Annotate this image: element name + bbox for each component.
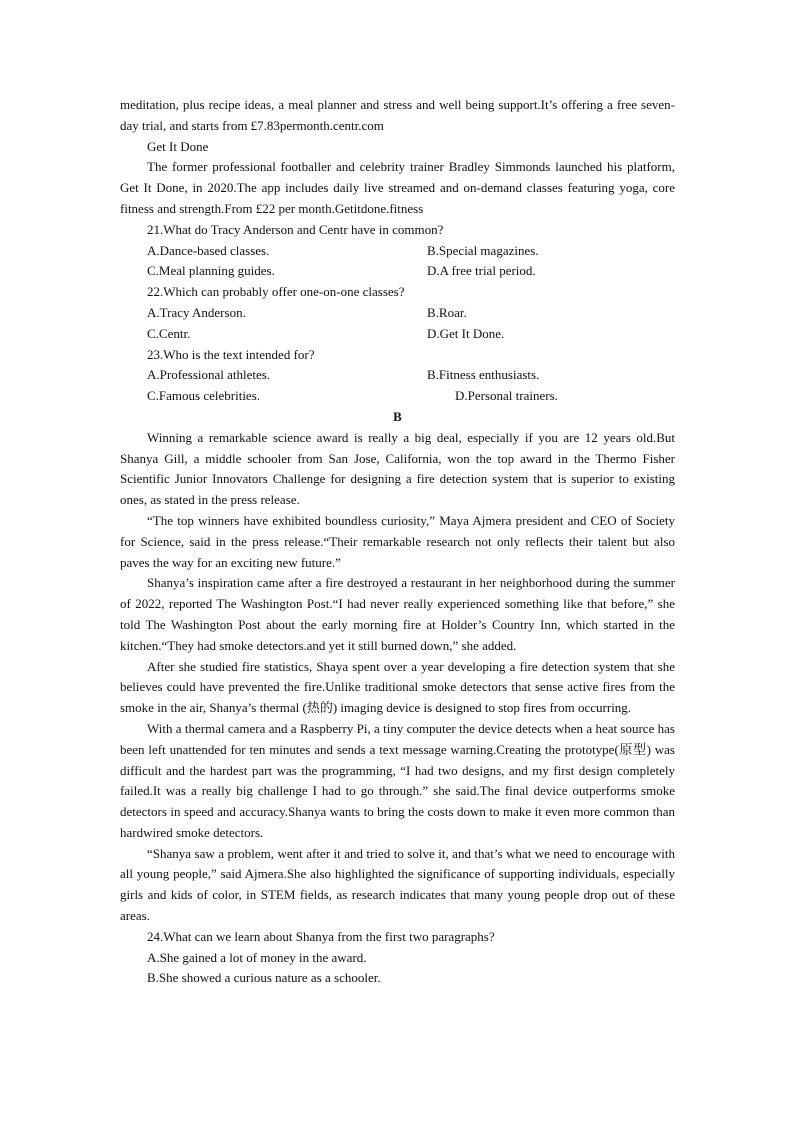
get-it-done-heading: Get It Done (147, 138, 209, 154)
option: B.Special magazines. (427, 242, 539, 258)
question-23-options (120, 365, 675, 407)
option: C.Famous celebrities. (147, 388, 261, 404)
option: A.Tracy Anderson. (147, 304, 246, 320)
option: A.Dance-based classes. (147, 242, 270, 258)
option: C.Centr. (147, 325, 191, 341)
option: D.A free trial period. (427, 263, 536, 279)
question-24-option-b: B.She showed a curious nature as a schooler. (147, 970, 381, 986)
section-b-paragraph-5: With a thermal camera and a Raspberry Pi, a tiny computer the device detects when a heat source has been left unattended for ten minutes and sends a text message warning.Creating the prototype(原型) was difficult and the hardest part was the programming, “I had two designs, and my first design completely failed.It was a really big challenge I had to go through.” she said.The final device outperforms smoke detectors in speed and accuracy.Shanya wants to bring the costs down to make it even more common than hardwired smoke detectors. (120, 720, 675, 840)
section-b-heading: B (393, 408, 402, 424)
section-b-paragraph-6: “Shanya saw a problem, went after it and tried to solve it, and that’s what we need to encourage with all young people,” said Ajmera.She also highlighted the significance of supporting individuals, especially girls and kids of color, in STEM fields, as research indicates that many young people drop out of these areas. (120, 845, 675, 924)
question-22-stem: 22.Which can probably offer one-on-one classes? (147, 284, 405, 300)
question-21-stem: 21.What do Tracy Anderson and Centr have in common? (147, 221, 444, 237)
option: B.Fitness enthusiasts. (427, 367, 540, 383)
option: D.Personal trainers. (455, 388, 558, 404)
section-b-paragraph-4: After she studied fire statistics, Shaya spent over a year developing a fire detection system that she believes could have prevented the fire.Unlike traditional smoke detectors that sense active fires from the smoke in the air, Shanya’s thermal (热的) imaging device is designed to stop fires from occurring. (120, 658, 675, 716)
question-24-option-a: A.She gained a lot of money in the award. (147, 949, 367, 965)
section-b-paragraph-1: Winning a remarkable science award is really a big deal, especially if you are 12 years old.But Shanya Gill, a middle schooler from San Jose, California, won the top award in the Thermo Fisher Scientific Junior Innovators Challenge for designing a fire detection system that is superior to existing ones, as stated in the press release. (120, 429, 675, 508)
option: D.Get It Done. (427, 325, 505, 341)
option: C.Meal planning guides. (147, 263, 275, 279)
question-21-options (120, 241, 675, 283)
option: A.Professional athletes. (147, 367, 271, 383)
document-page (120, 95, 675, 989)
get-it-done-paragraph: The former professional footballer and celebrity trainer Bradley Simmonds launched his platform, Get It Done, in 2020.The app includes daily live streamed and on-demand classes featuring yoga, core fitness and strength.From £22 per month.Getitdone.fitness (120, 159, 675, 216)
question-23-stem: 23.Who is the text intended for? (147, 346, 315, 362)
intro-tail-paragraph: meditation, plus recipe ideas, a meal planner and stress and well being support.It’s offering a free seven-day trial, and starts from £7.83permonth.centr.com (120, 97, 675, 133)
section-b-paragraph-3: Shanya’s inspiration came after a fire destroyed a restaurant in her neighborhood during the summer of 2022, reported The Washington Post.“I had never really experienced something like that before,” she told The Washington Post about the early morning fire at Holder’s Country Inn, which started in the kitchen.“They had smoke detectors.and yet it still burned down,” she added. (120, 575, 675, 653)
question-22-options (120, 303, 675, 345)
question-24-stem: 24.What can we learn about Shanya from the first two paragraphs? (147, 928, 495, 944)
section-b-paragraph-2: “The top winners have exhibited boundless curiosity,” Maya Ajmera president and CEO of Society for Science, said in the press release.“Their remarkable research not only reflects their talent but also paves the way for an exciting new future.” (120, 512, 675, 570)
option: B.Roar. (427, 304, 467, 320)
